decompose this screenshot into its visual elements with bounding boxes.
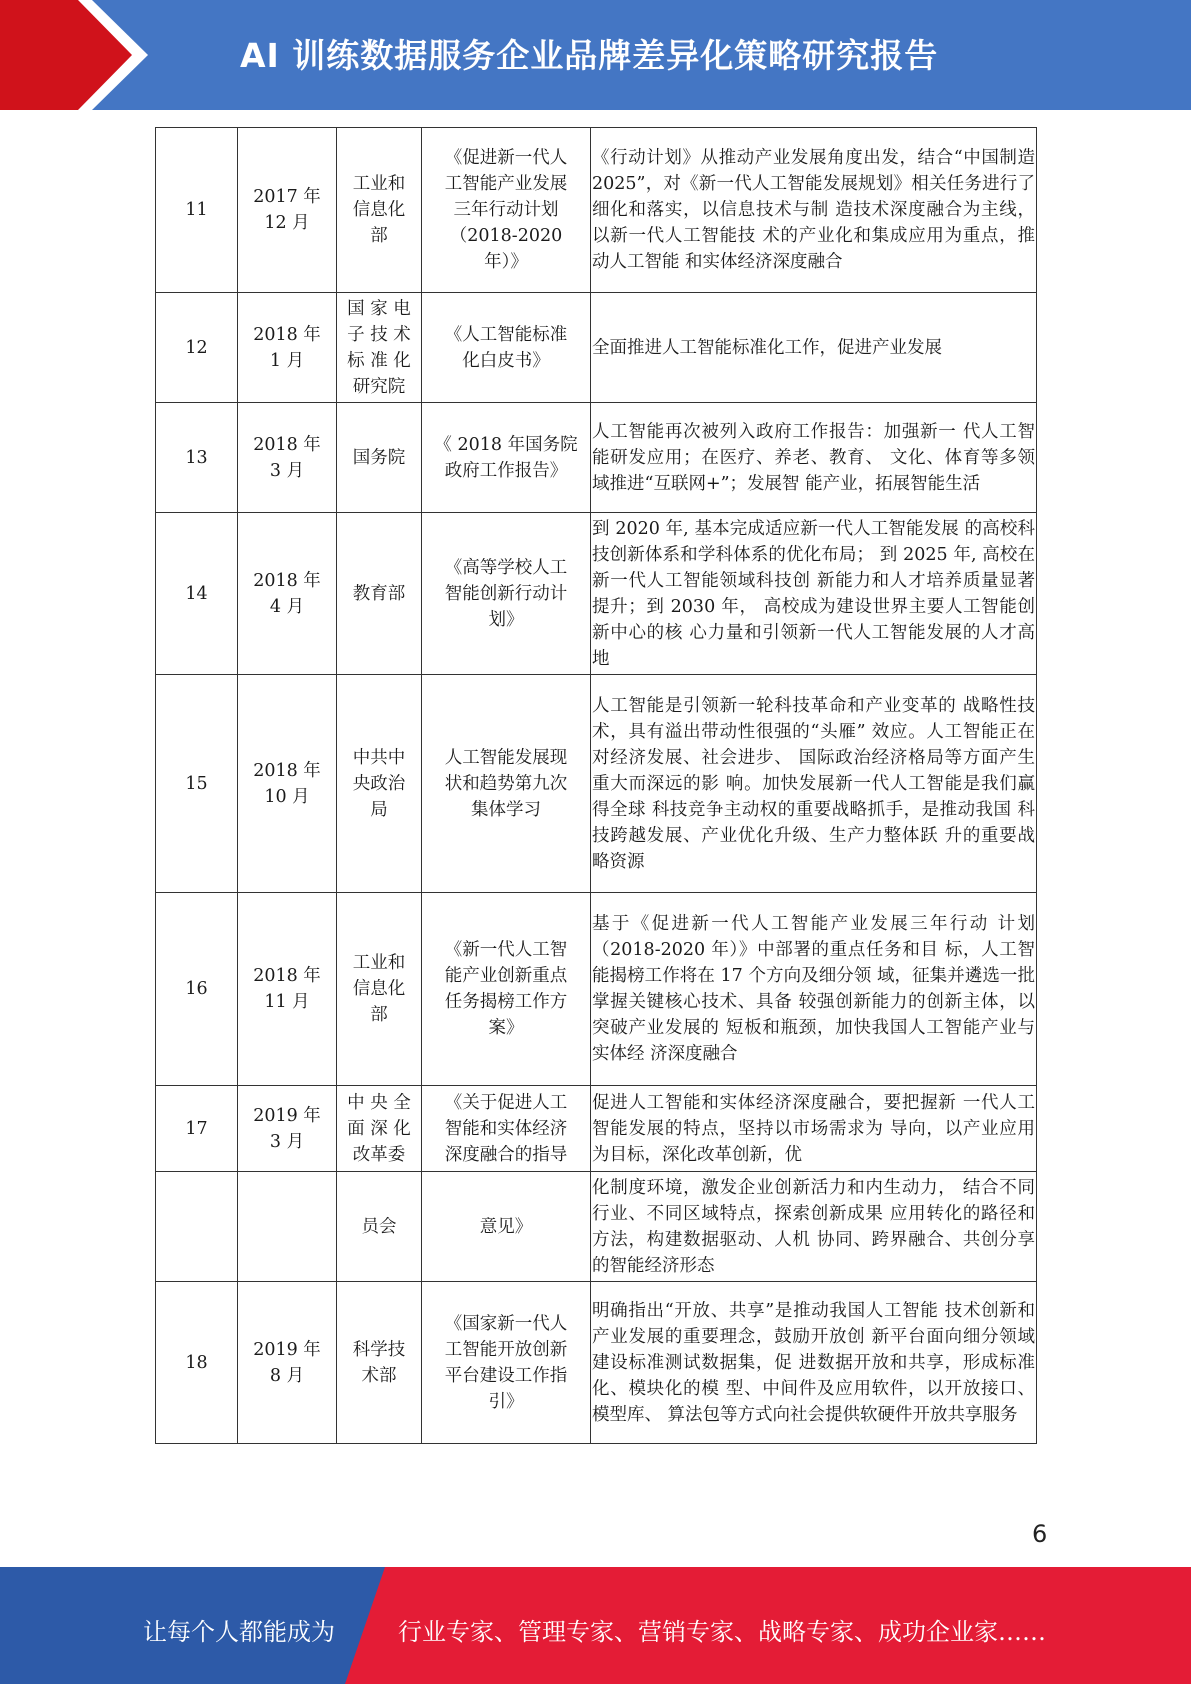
row-department: 员会 [337,1172,422,1282]
row-department: 中 央 全 面 深 化 改革委 [337,1086,422,1172]
row-number: 12 [156,293,238,403]
row-content: 人工智能是引领新一轮科技革命和产业变革的 战略性技术，具有溢出带动性很强的“头雁” 效应。人工智能正在对经济发展、社会进步、 国际政治经济格局等方面产生重大而深远的影 响。加快发展新一代人工智能是我们赢得全球 科技竞争主动权的重要战略抓手，是推动我国 科技跨越发展、产业优化升级、生产力整体跃 升的重要战略资源 [591,675,1037,893]
row-department: 科学技 术部 [337,1282,422,1444]
row-content: 促进人工智能和实体经济深度融合，要把握新 一代人工智能发展的特点，坚持以市场需求为 导向，以产业应用为目标，深化改革创新，优 [591,1086,1037,1172]
row-department: 国 家 电 子 技 术 标 准 化 研究院 [337,293,422,403]
table-row [156,893,1037,1086]
table-row [156,675,1037,893]
footer-slogan-right: 行业专家、管理专家、营销专家、战略专家、成功企业家…… [398,1618,1046,1646]
page-header [0,0,1191,110]
row-department: 工业和 信息化 部 [337,893,422,1086]
row-date: 2018 年 1 月 [238,293,337,403]
row-date: 2018 年 11 月 [238,893,337,1086]
row-document: 《促进新一代人 工智能产业发展 三年行动计划 （2018-2020 年）》 [422,128,591,293]
table-row [156,293,1037,403]
row-number: 11 [156,128,238,293]
header-title: AI 训练数据服务企业品牌差异化策略研究报告 [240,36,939,75]
table-row [156,403,1037,513]
row-number: 18 [156,1282,238,1444]
row-content: 明确指出“开放、共享”是推动我国人工智能 技术创新和产业发展的重要理念，鼓励开放创 新平台面向细分领域建设标准测试数据集，促 进数据开放和共享，形成标准化、模块化的模 型、中间件及应用软件，以开放接口、模型库、 算法包等方式向社会提供软硬件开放共享服务 [591,1282,1037,1444]
row-number [156,1172,238,1282]
row-date: 2018 年 4 月 [238,513,337,675]
row-content: 《行动计划》从推动产业发展角度出发，结合“中国制造 2025”，对《新一代人工智能发展规划》相关任务进行了细化和落实，以信息技术与制 造技术深度融合为主线，以新一代人工智能技 术的产业化和集成应用为重点，推动人工智能 和实体经济深度融合 [591,128,1037,293]
row-number: 17 [156,1086,238,1172]
table-row [156,1086,1037,1172]
row-content: 到 2020 年, 基本完成适应新一代人工智能发展 的高校科技创新体系和学科体系的优化布局； 到 2025 年, 高校在新一代人工智能领域科技创 新能力和人才培养质量显著提升；到 2030 年， 高校成为建设世界主要人工智能创新中心的核 心力量和引领新一代人工智能发展的人才高地 [591,513,1037,675]
row-department: 中共中 央政治 局 [337,675,422,893]
row-document: 人工智能发展现 状和趋势第九次 集体学习 [422,675,591,893]
row-document: 《关于促进人工 智能和实体经济 深度融合的指导 [422,1086,591,1172]
row-document: 《新一代人工智 能产业创新重点 任务揭榜工作方 案》 [422,893,591,1086]
row-date: 2017 年 12 月 [238,128,337,293]
row-date: 2019 年 3 月 [238,1086,337,1172]
row-content: 人工智能再次被列入政府工作报告：加强新一 代人工智能研发应用；在医疗、养老、教育、 文化、体育等多领域推进“互联网+”；发展智 能产业，拓展智能生活 [591,403,1037,513]
row-date: 2019 年 8 月 [238,1282,337,1444]
row-date [238,1172,337,1282]
row-number: 14 [156,513,238,675]
row-content: 基于《促进新一代人工智能产业发展三年行动 计划（2018-2020 年）》中部署的重点任务和目 标，人工智能揭榜工作将在 17 个方向及细分领 域，征集并遴选一批掌握关键核心技术、具备 较强创新能力的创新主体，以突破产业发展的 短板和瓶颈，加快我国人工智能产业与实体经 济深度融合 [591,893,1037,1086]
row-document: 《 2018 年国务院 政府工作报告》 [422,403,591,513]
page-number: 6 [1032,1520,1048,1548]
page-footer [0,1567,1191,1684]
row-number: 13 [156,403,238,513]
footer-slogan-left: 让每个人都能成为 [143,1618,335,1646]
policy-table [155,127,1037,1444]
table-row [156,1282,1037,1444]
row-number: 15 [156,675,238,893]
row-department: 教育部 [337,513,422,675]
row-document: 《国家新一代人 工智能开放创新 平台建设工作指 引》 [422,1282,591,1444]
row-department: 国务院 [337,403,422,513]
row-content: 全面推进人工智能标准化工作，促进产业发展 [591,293,1037,403]
table-row [156,513,1037,675]
table-row [156,128,1037,293]
row-document: 《人工智能标准 化白皮书》 [422,293,591,403]
row-number: 16 [156,893,238,1086]
row-date: 2018 年 3 月 [238,403,337,513]
table-row [156,1172,1037,1282]
row-department: 工业和 信息化 部 [337,128,422,293]
row-document: 《高等学校人工 智能创新行动计 划》 [422,513,591,675]
row-date: 2018 年 10 月 [238,675,337,893]
row-content: 化制度环境，激发企业创新活力和内生动力， 结合不同行业、不同区域特点，探索创新成果 应用转化的路径和方法，构建数据驱动、人机 协同、跨界融合、共创分享的智能经济形态 [591,1172,1037,1282]
row-document: 意见》 [422,1172,591,1282]
